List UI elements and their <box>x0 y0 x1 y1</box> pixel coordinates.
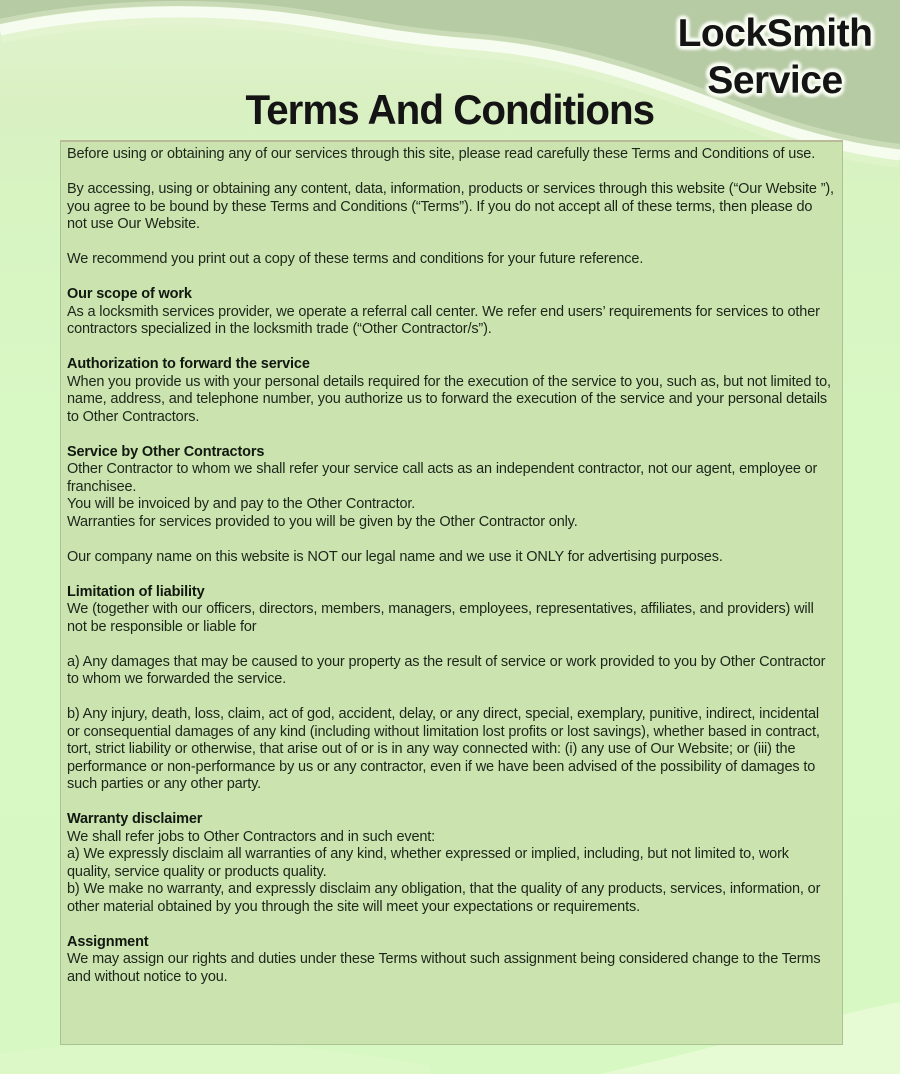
brand-logo-line1: LockSmith <box>677 12 873 55</box>
section-heading: Our scope of work <box>67 286 192 302</box>
terms-paragraph: Our company name on this website is NOT our legal name and we use it ONLY for advertising purposes. <box>67 548 723 565</box>
section-heading: Assignment <box>67 933 149 950</box>
terms-paragraph: When you provide us with your personal details required for the execution of the service to you, such as, but not limited to, name, address, and telephone number, you authorize us to forward the execution of the service and your personal details to Other Contractors. <box>67 373 831 425</box>
terms-paragraph: Warranties for services provided to you will be given by the Other Contractor only. <box>67 513 578 530</box>
section-heading: Service by Other Contractors <box>67 443 265 460</box>
page-title-text: Terms And Conditions <box>245 86 655 133</box>
section-heading: Limitation of liability <box>67 583 205 600</box>
section-heading: Warranty disclaimer <box>67 811 203 827</box>
brand-logo[interactable] <box>652 10 898 104</box>
terms-paragraph: We recommend you print out a copy of these terms and conditions for your future reference. <box>67 251 644 267</box>
brand-logo-line2: Service <box>707 59 843 102</box>
terms-paragraph: b) Any injury, death, loss, claim, act of god, accident, delay, or any direct, special, exemplary, punitive, indirect, incidental or consequential damages of any kind (including without limitation lost profits or lost savings), whether based in contract, tort, strict liability or otherwise, that arise out of or is in any way connected with: (i) any use of Our Website; or (iii) the performance or non-performance by us or any contractor, even if we have been advised of the possibility of damages to such parties or any other party. <box>67 706 820 792</box>
terms-paragraph: As a locksmith services provider, we operate a referral call center. We refer end users’ requirements for services to other contractors specialized in the locksmith trade (“Other Contractor/s”). <box>67 303 820 337</box>
terms-paragraph: We shall refer jobs to Other Contractors and in such event: <box>67 828 436 845</box>
terms-panel <box>60 140 843 1045</box>
terms-paragraph: b) We make no warranty, and expressly disclaim any obligation, that the quality of any products, services, information, or other material obtained by you through the site will meet your expectations or requirements. <box>67 881 821 915</box>
section-heading: Authorization to forward the service <box>67 356 310 372</box>
terms-paragraph: Other Contractor to whom we shall refer your service call acts as an independent contractor, not our agent, employee or franchisee. <box>67 461 818 495</box>
terms-paragraph: We may assign our rights and duties under these Terms without such assignment being considered change to the Terms and without notice to you. <box>67 951 821 985</box>
terms-paragraph: a) Any damages that may be caused to your property as the result of service or work provided to you by Other Contractor to whom we forwarded the service. <box>67 653 826 687</box>
terms-paragraph: By accessing, using or obtaining any content, data, information, products or services through this website (“Our Website ”), you agree to be bound by these Terms and Conditions (“Terms”). If you do not accept all of these terms, then please do not use Our Website. <box>67 181 834 232</box>
terms-paragraph: Before using or obtaining any of our services through this site, please read carefully these Terms and Conditions of use. <box>67 146 816 162</box>
terms-paragraph: We (together with our officers, directors, members, managers, employees, representatives, affiliates, and providers) will not be responsible or liable for <box>67 601 814 635</box>
terms-paragraph: a) We expressly disclaim all warranties of any kind, whether expressed or implied, including, but not limited to, work quality, service quality or products quality. <box>67 846 789 880</box>
terms-paragraph: You will be invoiced by and pay to the Other Contractor. <box>67 496 416 512</box>
